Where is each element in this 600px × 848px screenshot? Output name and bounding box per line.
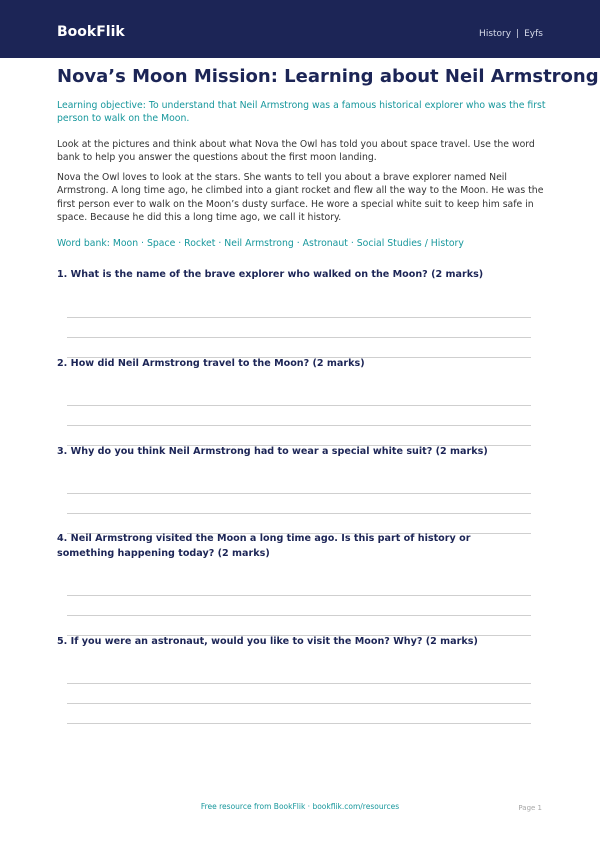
breadcrumb-history[interactable]: History (479, 29, 512, 39)
question-5: 5. If you were an astronaut, would you like to visit the Moon? Why? (2 marks) (57, 636, 478, 647)
answer-line[interactable] (67, 703, 531, 704)
footer-resource-link[interactable]: Free resource from BookFlik · bookflik.com/resources (200, 802, 400, 811)
answer-line[interactable] (67, 317, 531, 318)
site-header (0, 0, 600, 58)
answer-line[interactable] (67, 493, 531, 494)
intro-paragraph: Look at the pictures and think about what Nova the Owl has told you about space travel. Use the word bank to help you answer the questions about the first moon landing. (57, 139, 535, 164)
question-1: 1. What is the name of the brave explorer who walked on the Moon? (2 marks) (57, 269, 484, 280)
question-4: 4. Neil Armstrong visited the Moon a long time ago. Is this part of history or something happening today? (2 marks) (57, 533, 471, 559)
story-paragraph: Nova the Owl loves to look at the stars. She wants to tell you about a brave explorer named Neil Armstrong. A long time ago, he climbed into a giant rocket and flew all the way to the Moon. He was the first person ever to walk on the Moon’s dusty surface. He wore a special white suit to keep him safe in space. Because he did this a long time ago, we call it history. (57, 172, 544, 224)
brand-logo[interactable]: BookFlik (57, 24, 125, 40)
answer-line[interactable] (67, 683, 531, 684)
answer-line[interactable] (67, 405, 531, 406)
answer-line[interactable] (67, 615, 531, 616)
question-3: 3. Why do you think Neil Armstrong had to wear a special white suit? (2 marks) (57, 446, 488, 457)
question-2: 2. How did Neil Armstrong travel to the Moon? (2 marks) (57, 358, 365, 369)
answer-line[interactable] (67, 337, 531, 338)
breadcrumb-separator: | (516, 29, 520, 39)
answer-line[interactable] (67, 513, 531, 514)
learning-objective: Learning objective: To understand that Neil Armstrong was a famous historical explorer who was the first person to walk on the Moon. (57, 100, 546, 124)
breadcrumb-eyfs[interactable]: Eyfs (524, 29, 543, 39)
answer-line[interactable] (67, 595, 531, 596)
answer-line[interactable] (67, 723, 531, 724)
page-title: Nova’s Moon Mission: Learning about Neil Armstrong (57, 66, 599, 87)
breadcrumb (479, 28, 543, 40)
word-bank: Word bank: Moon · Space · Rocket · Neil Armstrong · Astronaut · Social Studies / History (57, 238, 464, 249)
answer-line[interactable] (67, 425, 531, 426)
page-number: Page 1 (518, 804, 542, 812)
